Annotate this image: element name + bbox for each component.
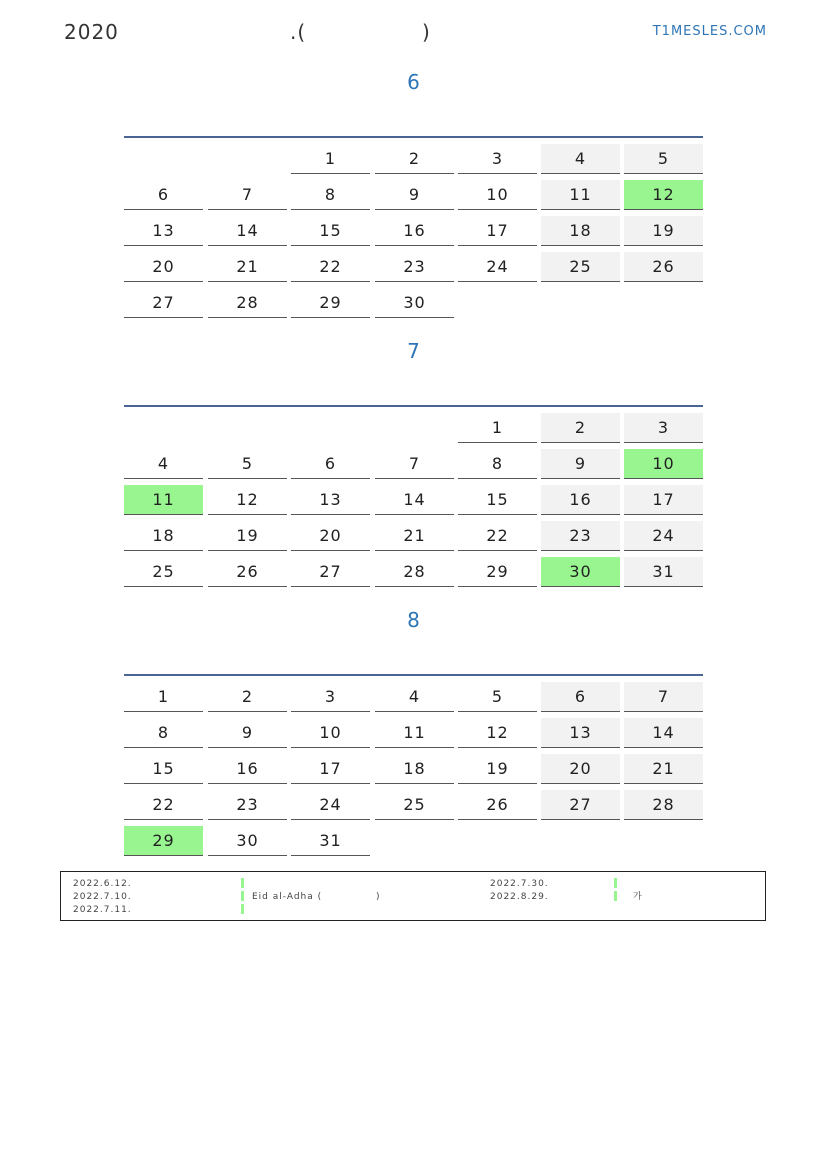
calendar-day: 28: [375, 557, 454, 587]
calendar-day: 24: [458, 252, 537, 282]
calendar-day: 21: [208, 252, 287, 282]
calendar-day: 28: [208, 288, 287, 318]
calendar-day: 15: [458, 485, 537, 515]
calendar-day: 31: [624, 557, 703, 587]
calendar-day: 26: [624, 252, 703, 282]
calendar-day: 1: [458, 413, 537, 443]
month-title: 6: [407, 70, 420, 94]
calendar-day: 26: [458, 790, 537, 820]
calendar-day: 16: [208, 754, 287, 784]
calendar-day: 15: [291, 216, 370, 246]
calendar-day: 10: [291, 718, 370, 748]
calendar-day: 23: [208, 790, 287, 820]
calendar-day: 28: [624, 790, 703, 820]
calendar-day: 6: [541, 682, 620, 712]
month-rule: [124, 136, 703, 138]
calendar-day: 30: [208, 826, 287, 856]
calendar-day: 6: [124, 180, 203, 210]
legend-marker: [241, 891, 244, 901]
calendar-day: 2: [375, 144, 454, 174]
legend-box: [60, 871, 766, 921]
calendar-day: 22: [458, 521, 537, 551]
calendar-day: 9: [541, 449, 620, 479]
legend-marker: [241, 904, 244, 914]
calendar-day: 29: [291, 288, 370, 318]
calendar-day: 9: [208, 718, 287, 748]
calendar-day: 20: [541, 754, 620, 784]
calendar-day: 11: [375, 718, 454, 748]
calendar-day: 9: [375, 180, 454, 210]
month-title: 7: [407, 339, 420, 363]
calendar-day: 25: [375, 790, 454, 820]
legend-marker: [614, 878, 617, 888]
calendar-day: 25: [541, 252, 620, 282]
calendar-day: 29: [124, 826, 203, 856]
calendar-day: 14: [208, 216, 287, 246]
calendar-day: 6: [291, 449, 370, 479]
calendar-day: 3: [458, 144, 537, 174]
legend-event: 가: [633, 892, 643, 902]
calendar-day: 12: [208, 485, 287, 515]
calendar-day: 24: [291, 790, 370, 820]
calendar-day: 15: [124, 754, 203, 784]
header-year: 2020: [64, 20, 119, 44]
calendar-day: 10: [624, 449, 703, 479]
calendar-day: 27: [291, 557, 370, 587]
calendar-day: 17: [458, 216, 537, 246]
calendar-day: 12: [458, 718, 537, 748]
legend-marker: [241, 878, 244, 888]
calendar-day: 13: [124, 216, 203, 246]
calendar-day: 5: [624, 144, 703, 174]
calendar-day: 7: [208, 180, 287, 210]
calendar-day: 3: [291, 682, 370, 712]
calendar-day: 29: [458, 557, 537, 587]
calendar-day: 27: [124, 288, 203, 318]
calendar-day: 14: [624, 718, 703, 748]
calendar-day: 2: [208, 682, 287, 712]
calendar-day: 22: [124, 790, 203, 820]
legend-marker: [614, 891, 617, 901]
calendar-day: 7: [624, 682, 703, 712]
calendar-day: 8: [124, 718, 203, 748]
calendar-day: 13: [291, 485, 370, 515]
calendar-day: 13: [541, 718, 620, 748]
calendar-day: 4: [541, 144, 620, 174]
calendar-day: 30: [541, 557, 620, 587]
calendar-day: 19: [208, 521, 287, 551]
calendar-day: 23: [541, 521, 620, 551]
calendar-day: 27: [541, 790, 620, 820]
calendar-day: 12: [624, 180, 703, 210]
header-title-close: ): [422, 20, 431, 44]
calendar-day: 20: [124, 252, 203, 282]
calendar-day: 1: [291, 144, 370, 174]
calendar-day: 1: [124, 682, 203, 712]
calendar-day: 21: [624, 754, 703, 784]
calendar-day: 17: [624, 485, 703, 515]
legend-date: 2022.7.10.: [73, 892, 132, 902]
calendar-day: 26: [208, 557, 287, 587]
calendar-day: 19: [458, 754, 537, 784]
calendar-day: 20: [291, 521, 370, 551]
calendar-day: 18: [375, 754, 454, 784]
header-title-open: .(: [290, 20, 307, 44]
calendar-day: 8: [291, 180, 370, 210]
legend-date: 2022.8.29.: [490, 892, 549, 902]
month-rule: [124, 674, 703, 676]
calendar-day: 3: [624, 413, 703, 443]
calendar-day: 21: [375, 521, 454, 551]
legend-date: 2022.6.12.: [73, 879, 132, 889]
calendar-day: 24: [624, 521, 703, 551]
calendar-day: 2: [541, 413, 620, 443]
legend-date: 2022.7.11.: [73, 905, 132, 915]
calendar-day: 19: [624, 216, 703, 246]
calendar-day: 17: [291, 754, 370, 784]
calendar-day: 7: [375, 449, 454, 479]
calendar-day: 22: [291, 252, 370, 282]
calendar-day: 4: [124, 449, 203, 479]
calendar-day: 16: [375, 216, 454, 246]
calendar-day: 10: [458, 180, 537, 210]
legend-event: Eid al-Adha (: [252, 892, 323, 902]
legend-date: 2022.7.30.: [490, 879, 549, 889]
calendar-day: 16: [541, 485, 620, 515]
calendar-day: 30: [375, 288, 454, 318]
calendar-day: 18: [124, 521, 203, 551]
legend-event-close: ): [376, 892, 381, 902]
month-title: 8: [407, 608, 420, 632]
calendar-day: 11: [124, 485, 203, 515]
month-rule: [124, 405, 703, 407]
calendar-day: 18: [541, 216, 620, 246]
calendar-day: 11: [541, 180, 620, 210]
calendar-day: 31: [291, 826, 370, 856]
calendar-day: 23: [375, 252, 454, 282]
calendar-day: 25: [124, 557, 203, 587]
calendar-day: 4: [375, 682, 454, 712]
site-link[interactable]: T1MESLES.COM: [652, 24, 767, 39]
calendar-day: 5: [208, 449, 287, 479]
calendar-day: 8: [458, 449, 537, 479]
calendar-day: 5: [458, 682, 537, 712]
calendar-day: 14: [375, 485, 454, 515]
